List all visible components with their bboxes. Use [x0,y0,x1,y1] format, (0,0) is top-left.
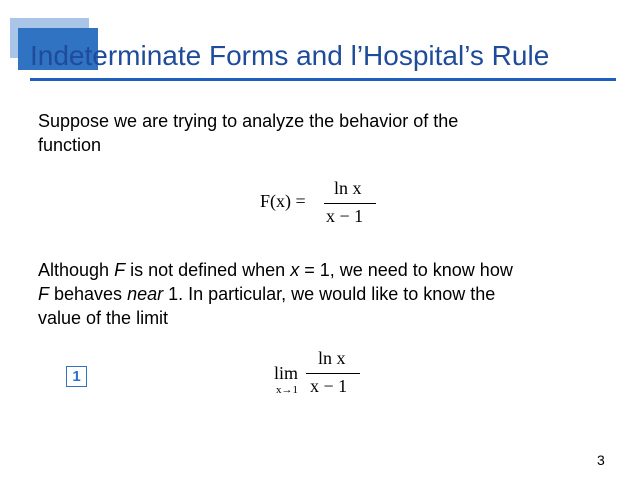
paragraph-limit [38,258,513,330]
equation-number-badge: 1 [66,366,87,387]
limit-operator: lim [274,363,299,383]
paragraph-intro-line2: function [38,135,102,155]
paragraph-intro-line1: Suppose we are trying to analyze the behavior of the [38,111,459,131]
slide-title: Indeterminate Forms and l’Hospital’s Rule [30,40,550,71]
paragraph-limit-line1: Although F is not defined when x = 1, we need to know how [38,260,513,280]
limit-equation [274,348,414,398]
function-numerator: ln x [334,178,362,198]
title-bar [30,30,610,86]
function-equation [260,178,400,230]
function-fraction-bar [324,203,376,204]
paragraph-limit-line2: F behaves near 1. In particular, we would like to know the [38,284,496,304]
limit-fraction-bar [306,373,360,374]
title-rule [30,78,616,81]
limit-numerator: ln x [318,348,346,368]
function-denominator: x − 1 [326,206,364,226]
paragraph-limit-line3: value of the limit [38,308,169,328]
limit-subscript: x→1 [276,384,298,396]
function-lhs: F(x) = [260,191,306,211]
page-number: 3 [597,452,605,468]
paragraph-intro [38,109,458,157]
limit-denominator: x − 1 [310,376,348,396]
